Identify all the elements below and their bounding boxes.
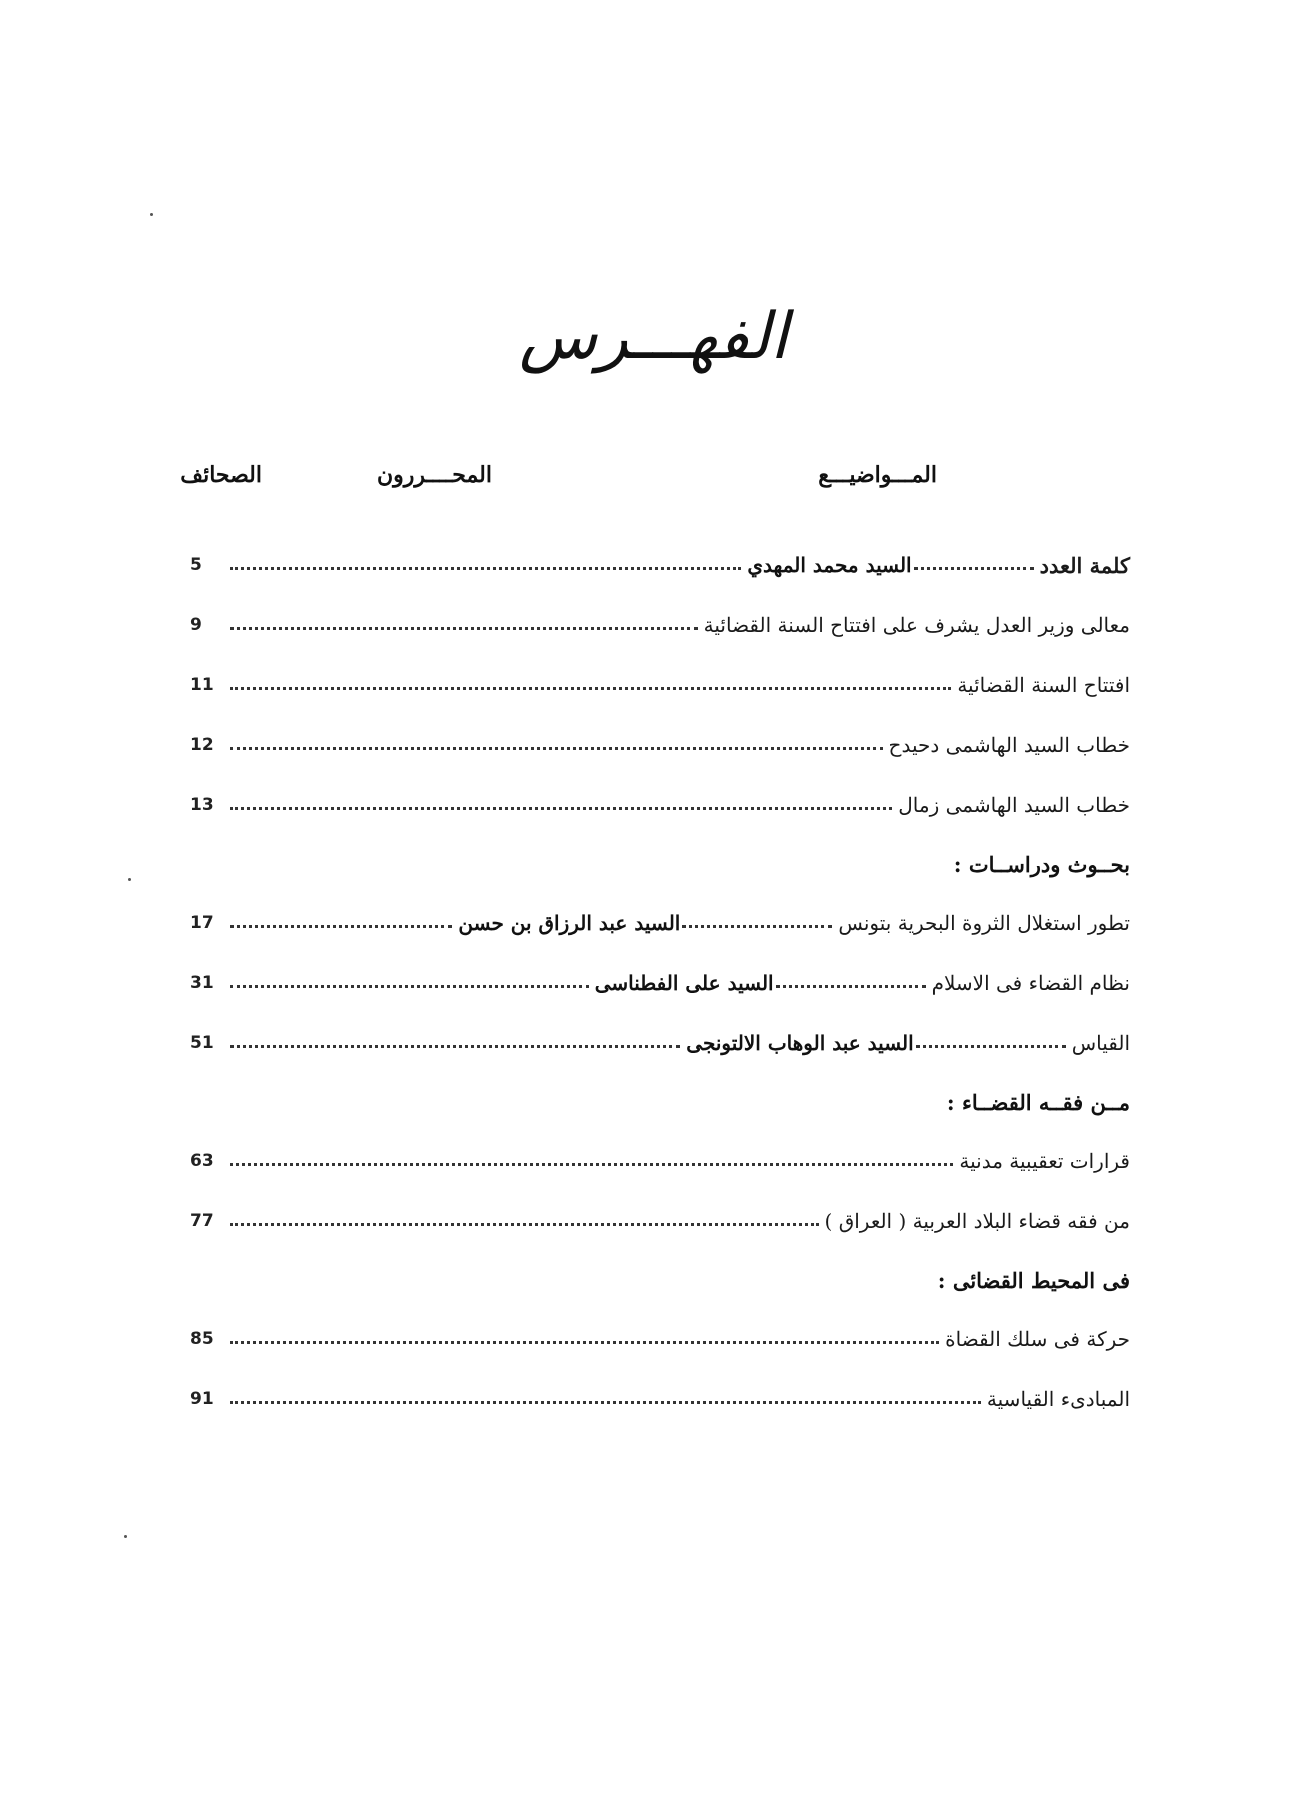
toc-row xyxy=(190,893,1130,953)
toc-entry-title: القياس xyxy=(1071,1031,1130,1055)
page-title: الفهـــرس xyxy=(519,300,788,374)
toc-entry-title: المبادىء القياسية xyxy=(986,1387,1130,1411)
toc-entry-title: افتتاح السنة القضائية xyxy=(957,673,1130,697)
dot-leader xyxy=(916,1045,1066,1048)
toc-entry-page-number: 12 xyxy=(190,735,214,755)
dot-leader xyxy=(914,567,1034,570)
dot-leader xyxy=(230,1341,939,1344)
toc-row xyxy=(190,775,1130,835)
dot-leader xyxy=(230,1223,819,1226)
dot-leader xyxy=(230,985,589,988)
toc-section-heading xyxy=(190,1251,1130,1309)
toc-row xyxy=(190,1369,1130,1429)
toc-entry-page-number: 85 xyxy=(190,1329,214,1349)
dot-leader xyxy=(230,1401,981,1404)
toc-entry-title: خطاب السيد الهاشمى زمال xyxy=(898,793,1130,817)
toc-entry-page-number: 91 xyxy=(190,1389,214,1409)
toc-entry-author: السيد عبد الرزاق بن حسن xyxy=(458,911,681,935)
toc-entry-title: من فقه قضاء البلاد العربية ( العراق ) xyxy=(824,1209,1130,1233)
dot-leader xyxy=(230,807,892,810)
toc-entry-page-number: 13 xyxy=(190,795,214,815)
toc-entry-title: تطور استغلال الثروة البحرية بتونس xyxy=(838,911,1130,935)
toc-row xyxy=(190,953,1130,1013)
section-title: مــن فقــه القضــاء : xyxy=(946,1089,1130,1115)
toc-entry-title: معالى وزير العدل يشرف على افتتاح السنة القضائية xyxy=(703,613,1130,637)
toc-entry-author: السيد محمد المهدي xyxy=(747,553,912,577)
dot-leader xyxy=(682,925,832,928)
dot-leader xyxy=(230,1045,680,1048)
dot-leader xyxy=(230,747,883,750)
toc-entry-page-number: 51 xyxy=(190,1033,214,1053)
section-title: بحــوث ودراســات : xyxy=(953,851,1130,877)
toc-entry-title: خطاب السيد الهاشمى دحيدح xyxy=(888,733,1130,757)
toc-entry-page-number: 9 xyxy=(190,615,202,635)
toc-row xyxy=(190,655,1130,715)
toc-entry-title: قرارات تعقيبية مدنية xyxy=(959,1149,1130,1173)
toc-row xyxy=(190,1309,1130,1369)
toc-entry-page-number: 31 xyxy=(190,973,214,993)
section-title: فى المحيط القضائى : xyxy=(937,1267,1130,1293)
toc-entry-author: السيد عبد الوهاب الالتونجى xyxy=(686,1031,914,1055)
toc-entry-title: نظام القضاء فى الاسلام xyxy=(931,971,1130,995)
toc-row xyxy=(190,1191,1130,1251)
toc-section-heading xyxy=(190,835,1130,893)
toc-row xyxy=(190,715,1130,775)
toc-entry-author: السيد على الفطناسى xyxy=(594,971,774,995)
toc-entry-page-number: 63 xyxy=(190,1151,214,1171)
toc-entry-title: حركة فى سلك القضاة xyxy=(945,1327,1130,1351)
column-header-authors: المحــــررون xyxy=(376,462,492,488)
toc-row xyxy=(190,1013,1130,1073)
toc-section-heading xyxy=(190,1073,1130,1131)
toc-entry-page-number: 11 xyxy=(190,675,214,695)
toc-row xyxy=(190,1131,1130,1191)
dot-leader xyxy=(776,985,926,988)
dot-leader xyxy=(230,627,698,630)
dot-leader xyxy=(230,687,951,690)
table-of-contents xyxy=(190,535,1130,1429)
toc-entry-page-number: 77 xyxy=(190,1211,214,1231)
dot-leader xyxy=(230,1163,953,1166)
toc-row xyxy=(190,595,1130,655)
dot-leader xyxy=(230,925,452,928)
dot-leader xyxy=(230,567,741,570)
toc-entry-title: كلمة العدد xyxy=(1039,552,1130,578)
column-header-topics: المـــواضيـــع xyxy=(818,462,937,488)
toc-entry-page-number: 5 xyxy=(190,555,202,575)
column-header-pages: الصحائف xyxy=(180,462,262,488)
toc-row xyxy=(190,535,1130,595)
toc-entry-page-number: 17 xyxy=(190,913,214,933)
